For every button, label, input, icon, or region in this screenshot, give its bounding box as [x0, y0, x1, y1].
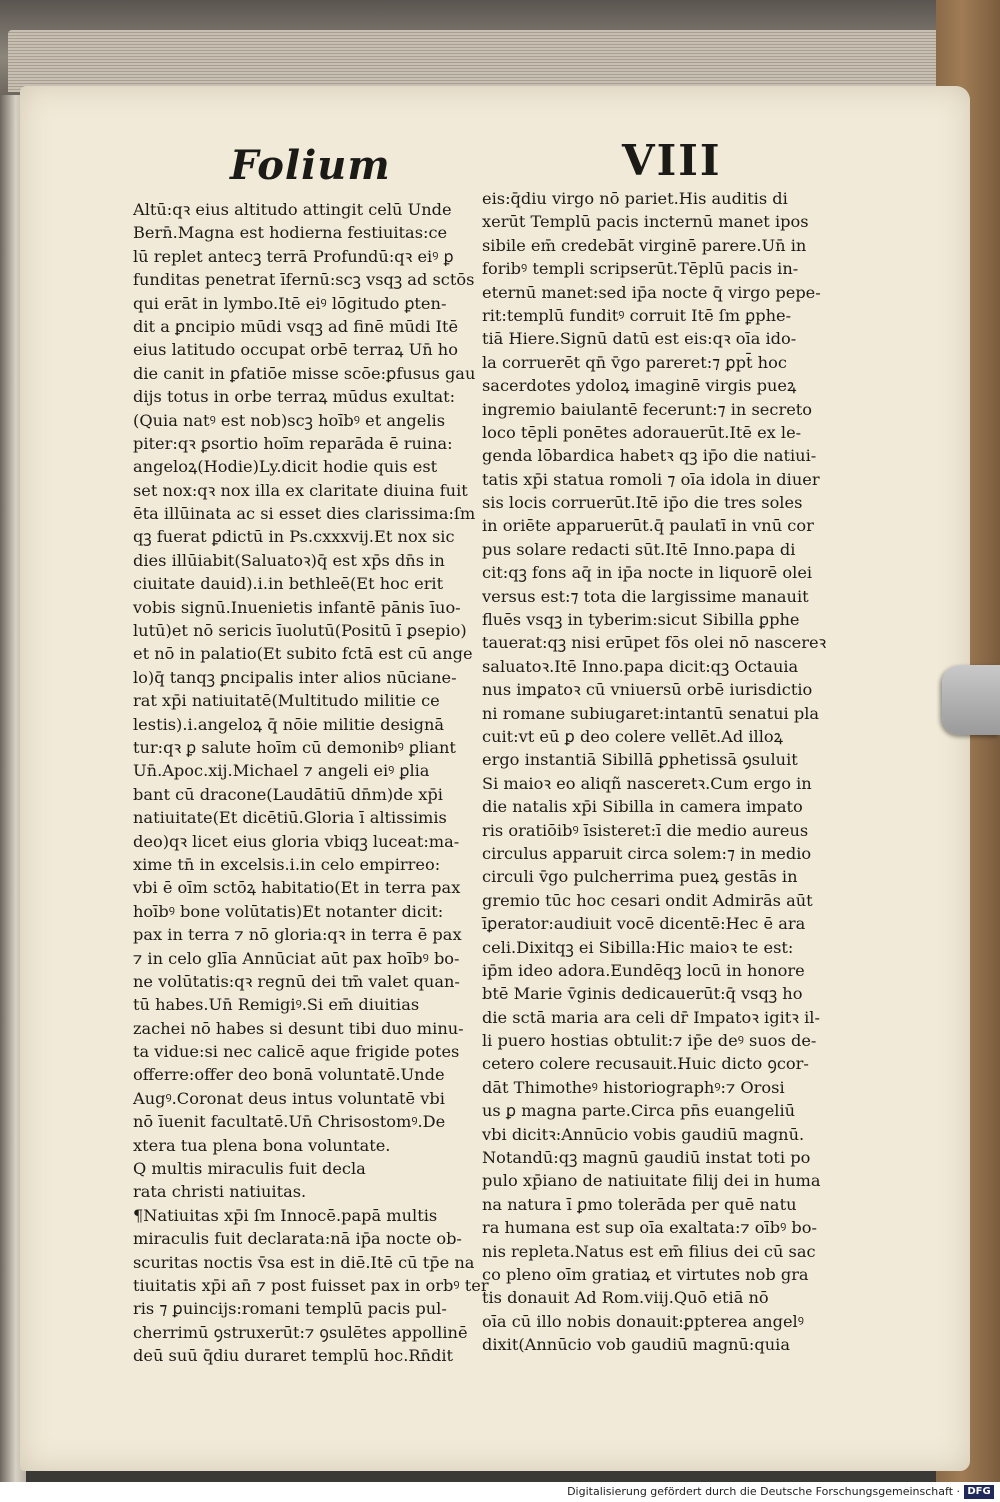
text-line: Bern̄.Magna est hodierna festiuitas:ce — [133, 223, 448, 243]
text-line: Si maioꝛ eo aliqñ nasceretꝛ.Cum ergo in — [482, 773, 812, 793]
text-line: nus imꝑatoꝛ cū vniuersū orbē iurisdictio — [482, 680, 813, 700]
text-line: co pleno oīm gratiaꝝ et virtutes nob gra — [482, 1264, 809, 1284]
text-line: cherrimū ꝯstruxerūt:⁊ ꝯsulētes appollinē — [133, 1322, 468, 1342]
text-line: xerūt Templū pacis incternū manet ipos — [482, 212, 809, 232]
left-text-column — [133, 198, 489, 1368]
text-line: et nō in palatio(Et subito fctā est cū ange — [133, 644, 473, 664]
text-line: die sctā maria ara celi dr̄ Impatoꝛ igitꝛ il- — [482, 1007, 820, 1027]
text-line: xime tn̄ in excelsis.i.in celo empirreo: — [133, 854, 441, 874]
text-line: rit:templū funditꝰ corruit Itē ſm ꝑphe- — [482, 305, 792, 325]
text-line: angeloꝝ(Hodie)Ly.dicit hodie quis est — [133, 457, 438, 477]
text-line: lestis).i.angeloꝝ q̄ nōie militie designā — [133, 714, 445, 734]
text-line: ciuitate dauid).i.in bethleē(Et hoc erit — [133, 574, 444, 594]
text-line: nō īuenit facultatē.Un̄ Chrisostomꝰ.De — [133, 1112, 446, 1132]
text-line: ris ⁊ ꝑuincijs:romani templū pacis pul- — [133, 1299, 447, 1319]
text-line: ip̄m ideo adora.Eundēqꝫ locū in honore — [482, 960, 805, 980]
text-line: cit:qꝫ fons aq̄ in ip̄a nocte in liquorē olei — [482, 563, 813, 583]
text-line: genda lōbardica habetꝛ qꝫ ip̄o die natiui- — [482, 446, 817, 466]
text-line: lutū)et nō sericis īuolutū(Positū ī ꝑsepio) — [133, 621, 467, 641]
text-line: versus est:⁊ tota die largissime manauit — [482, 586, 809, 606]
text-line: vbi ē oīm sctōꝝ habitatio(Et in terra pax — [133, 878, 461, 898]
text-line: Un̄.Apoc.xij.Michael ⁊ angeli eiꝰ ꝑlia — [133, 761, 430, 781]
text-line: offerre:offer deo bonā voluntatē.Unde — [133, 1065, 445, 1085]
text-line: tur:qꝛ ꝑ salute hoīm cū demonibꝰ ꝑliant — [133, 737, 456, 757]
text-line: dies illūiabit(Saluatoꝛ)q̄ est xp̄s dn̄s in — [133, 550, 445, 570]
text-line: tis donauit Ad Rom.viij.Quō etiā nō — [482, 1288, 769, 1308]
text-line: qui erāt in lymbo.Itē eiꝰ lōgitudo ꝑten- — [133, 293, 447, 313]
text-line: ¶Natiuitas xp̄i ſm Innocē.papā multis — [133, 1205, 438, 1225]
text-line: na natura ī ꝑmo tolerāda per quē natu — [482, 1194, 797, 1214]
text-line: vbi dicitꝛ:Annūcio vobis gaudiū magnū. — [482, 1124, 805, 1144]
text-line: natiuitate(Et dicētiū.Gloria ī altissimis — [133, 808, 447, 828]
text-line: scuritas noctis v̄sa est in diē.Itē cū tp̄e na — [133, 1252, 475, 1272]
page-stack — [8, 30, 940, 92]
right-text-column — [482, 187, 826, 1357]
text-line: lū replet antecꝫ terrā Profundū:qꝛ eiꝰ ꝑ — [133, 246, 454, 266]
page-number: VIII — [622, 136, 722, 185]
text-line: rat xp̄i natiuitatē(Multitudo militie ce — [133, 691, 440, 711]
text-line: dixit(Annūcio vob gaudiū magnū:quia — [482, 1335, 790, 1355]
text-line: pus solare redacti sūt.Itē Inno.papa di — [482, 539, 796, 559]
text-line: tiuitatis xp̄i an̄ ⁊ post fuisset pax in orbꝰ ter — [133, 1275, 489, 1295]
text-line: set nox:qꝛ nox illa ex claritate diuina fuit — [133, 480, 468, 500]
text-line: gremio tūc hoc cesari ondit Admirās aūt — [482, 890, 813, 910]
text-line: tatis xp̄i statua romoli ⁊ oīa idola in diuer — [482, 469, 820, 489]
text-line: pax in terra ⁊ nō gloria:qꝛ in terra ē pax — [133, 925, 462, 945]
text-line: fluēs vsqꝫ in tyberim:sicut Sibilla ꝑphe — [482, 610, 800, 630]
text-line: cuit:vt eū ꝑ deo colere vellēt.Ad illoꝝ — [482, 726, 784, 746]
text-line: circulus apparuit circa solem:⁊ in medio — [482, 843, 812, 863]
text-line: die natalis xp̄i Sibilla in camera impato — [482, 797, 803, 817]
text-line: circuli v̄go pulcherrima pueꝝ gestās in — [482, 867, 798, 887]
text-line: tiā Hiere.Signū datū est eis:qꝛ oīa ido- — [482, 329, 797, 349]
text-line: deo)qꝛ licet eius gloria vbiqꝫ luceat:ma- — [133, 831, 460, 851]
text-line: in oriēte apparuerūt.q̄ paulatī in vnū cor — [482, 516, 814, 536]
text-line: tauerat:qꝫ nisi erūpet fōs olei nō nascereꝛ — [482, 633, 827, 653]
text-line: tū habes.Un̄ Remigiꝰ.Si em̄ diuitias — [133, 995, 420, 1015]
text-line: dijs totus in orbe terraꝝ mūdus exultat: — [133, 387, 456, 407]
text-line: la corruerēt qn̄ v̄go pareret:⁊ ꝑpt̄ hoc — [482, 352, 787, 372]
text-line: li puero hostias obtulit:⁊ ip̄e deꝰ suos de- — [482, 1031, 817, 1051]
text-line: pulo xp̄iano de natiuitate filij dei in huma — [482, 1171, 821, 1191]
text-line: nis repleta.Natus est em̄ filius dei cū sac — [482, 1241, 816, 1261]
text-line: miraculis fuit declarata:nā ip̄a nocte ob- — [133, 1229, 462, 1249]
text-line: funditas penetrat īfernū:scꝫ vsqꝫ ad sctōs — [133, 270, 475, 290]
text-line: loco tēpli ponētes adorauerūt.Itē ex le- — [482, 422, 802, 442]
text-line: Q multis miraculis fuit decla — [133, 1159, 366, 1179]
text-line: qꝫ fuerat ꝑdictū in Ps.cxxxvij.Et nox sic — [133, 527, 455, 547]
text-line: oīa cū illo nobis donauit:ꝑpterea angelꝰ — [482, 1311, 804, 1331]
dfg-logo: DFG — [964, 1485, 994, 1499]
text-line: us ꝑ magna parte.Circa pn̄s euangeliū — [482, 1101, 796, 1121]
text-line: piter:qꝛ ꝑsortio hoīm reparāda ē ruina: — [133, 433, 453, 453]
text-line: die canit in ꝑfatiōe misse scōe:ꝑfusus gau — [133, 363, 476, 383]
text-line: ris oratiōibꝰ īsisteret:ī die medio aureus — [482, 820, 809, 840]
text-line: lo)q̄ tanqꝫ ꝑncipalis inter alios nūciane- — [133, 667, 457, 687]
text-line: rata christi natiuitas. — [133, 1182, 307, 1202]
text-line: sibile em̄ credebāt virginē parere.Un̄ in — [482, 235, 807, 255]
text-line: zachei nō habes si desunt tibi duo minu- — [133, 1018, 464, 1038]
text-line: ⁊ in celo glīa Annūciat aūt pax hoībꝰ bo- — [133, 948, 460, 968]
text-line: hoībꝰ bone volūtatis)Et notanter dicit: — [133, 901, 444, 921]
text-line: xtera tua plena bona voluntate. — [133, 1135, 391, 1155]
text-line: eternū manet:sed ip̄a nocte q̄ virgo pepe- — [482, 282, 821, 302]
footer-bar — [0, 1482, 1000, 1502]
text-line: sacerdotes ydoloꝝ imaginē virgis pueꝝ — [482, 376, 797, 396]
text-line: ingremio baiulantē fecerunt:⁊ in secreto — [482, 399, 813, 419]
text-line: ta vidue:si nec calicē aque frigide potes — [133, 1042, 460, 1062]
text-line: (Quia natꝰ est nob)scꝫ hoībꝰ et angelis — [133, 410, 446, 430]
page-header-folium: Folium — [230, 142, 391, 189]
text-line: eius latitudo occupat orbē terraꝝ Un̄ ho — [133, 340, 458, 360]
book-top-edge — [0, 0, 1000, 95]
text-line: ergo instantiā Sibillā ꝑphetissā ꝯsuluit — [482, 750, 798, 770]
text-line: sis locis corruerūt.Itē ip̄o die tres soles — [482, 493, 803, 513]
text-line: Notandū:qꝫ magnū gaudiū instat toti po — [482, 1148, 811, 1168]
text-line: ne volūtatis:qꝛ regnū dei tm̄ valet quan- — [133, 971, 460, 991]
text-line: deū suū q̄diu duraret templū hoc.Rn̄dit — [133, 1346, 454, 1366]
text-line: cetero colere recusauit.Huic dicto ꝯcor- — [482, 1054, 809, 1074]
text-line: Augꝰ.Coronat deus intus voluntatē vbi — [133, 1088, 445, 1108]
text-line: dāt Thimotheꝰ historiographꝰ:⁊ Orosi — [482, 1077, 785, 1097]
text-line: vobis signū.Inuenietis infantē pānis īuo- — [133, 597, 461, 617]
text-line: btē Marie v̄ginis dedicauerūt:q̄ vsqꝫ ho — [482, 984, 803, 1004]
text-line: dit a ꝑncipio mūdi vsqꝫ ad finē mūdi Itē — [133, 316, 459, 336]
text-line: saluatoꝛ.Itē Inno.papa dicit:qꝫ Octauia — [482, 656, 799, 676]
page-clip — [942, 665, 1000, 735]
text-line: ni romane subiugaret:intantū senatui pla — [482, 703, 820, 723]
text-line: ra humana est sup oīa exaltata:⁊ oībꝰ bo- — [482, 1218, 818, 1238]
text-line: bant cū dracone(Laudātiū dn̄m)de xp̄i — [133, 784, 443, 804]
text-line: īꝑerator:audiuit vocē dicentē:Hec ē ara — [482, 914, 806, 934]
text-line: ēta illūinata ac si esset dies clarissima:ſm — [133, 504, 476, 524]
funding-notice: Digitalisierung gefördert durch die Deutsche Forschungsgemeinschaft · — [567, 1485, 960, 1498]
text-line: foribꝰ templi scripserūt.Tēplū pacis in- — [482, 259, 799, 279]
text-line: Altū:qꝛ eius altitudo attingit celū Unde — [133, 200, 452, 219]
text-line: celi.Dixitqꝫ ei Sibilla:Hic maioꝛ te est: — [482, 937, 794, 957]
text-line: eis:q̄diu virgo nō pariet.His auditis di — [482, 189, 788, 208]
